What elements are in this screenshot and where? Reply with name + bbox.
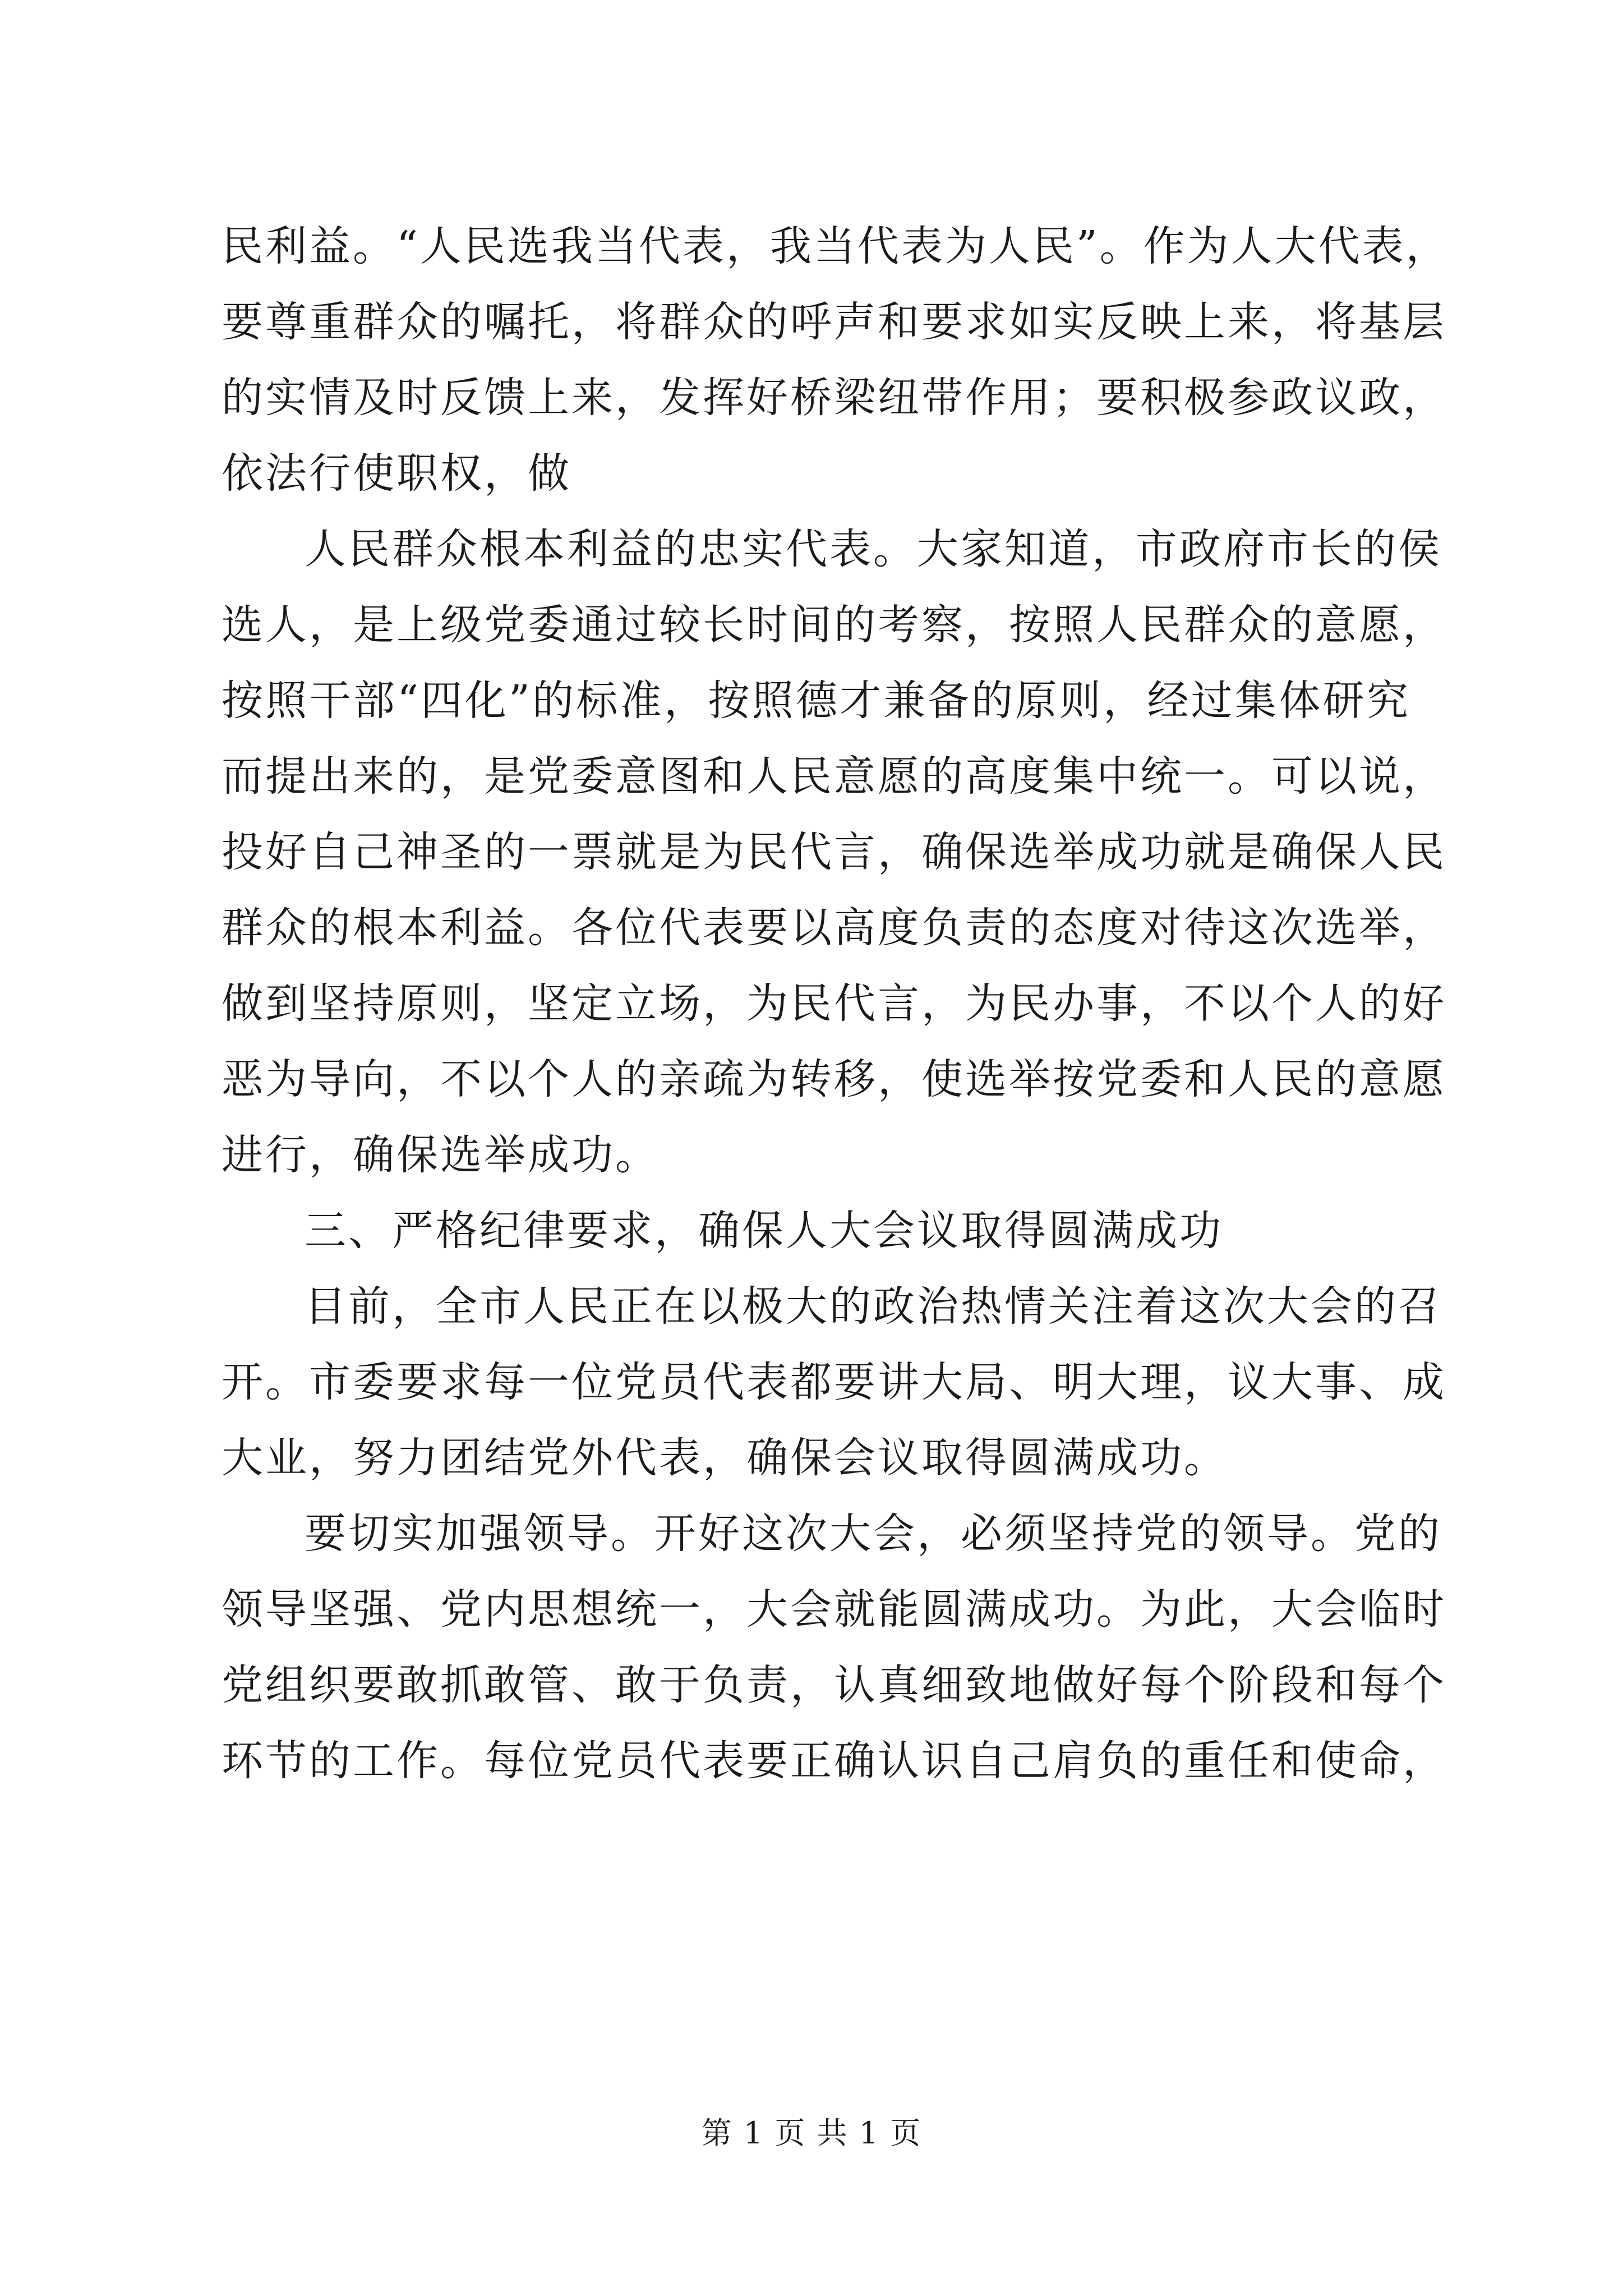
text-line: 要尊重群众的嘱托，将群众的呼声和要求如实反映上来，将基层: [222, 298, 1446, 346]
section-heading: [222, 1193, 1410, 1269]
text-line: 要切实加强领导。开好这次大会，必须坚持党的领导。党的: [305, 1510, 1442, 1558]
page-footer: [0, 2114, 1623, 2153]
text-line: 的实情及时反馈上来，发挥好桥梁纽带作用；要积极参政议政，: [222, 374, 1446, 422]
text-line: 领导坚强、党内思想统一，大会就能圆满成功。为此，大会临时: [222, 1585, 1446, 1634]
text-line: 党组织要敢抓敢管、敢于负责，认真细致地做好每个阶段和每个: [222, 1661, 1446, 1709]
text-line: 投好自己神圣的一票就是为民代言，确保选举成功就是确保人民: [222, 828, 1446, 876]
text-line: 大业，努力团结党外代表，确保会议取得圆满成功。: [222, 1434, 1228, 1482]
text-line: 选人，是上级党委通过较长时间的考察，按照人民群众的意愿，: [222, 601, 1446, 649]
text-line: 民利益。“人民选我当代表，我当代表为人民”。作为人大代表，: [222, 222, 1450, 270]
text-line: 做到坚持原则，坚定立场，为民代言，为民办事，不以个人的好: [222, 979, 1446, 1028]
text-line: 环节的工作。每位党员代表要正确认识自己肩负的重任和使命，: [222, 1737, 1446, 1785]
paragraph-5: [222, 1496, 1446, 1799]
text-line: 目前，全市人民正在以极大的政治热情关注着这次大会的召: [305, 1282, 1442, 1331]
text-line: 依法行使职权，做: [222, 449, 571, 498]
text-line: 按照干部“四化”的标准，按照德才兼备的原则，经过集体研究: [222, 677, 1410, 725]
paragraph-1: [222, 209, 1450, 512]
text-line: 群众的根本利益。各位代表要以高度负责的态度对待这次选举，: [222, 904, 1446, 952]
text-line: 开。市委要求每一位党员代表都要讲大局、明大理，议大事、成: [222, 1358, 1446, 1406]
document-body: [222, 209, 1450, 1799]
section-heading-text: 三、严格纪律要求，确保人大会议取得圆满成功: [305, 1207, 1223, 1255]
paragraph-2: [222, 512, 1446, 1193]
text-line: 恶为导向，不以个人的亲疏为转移，使选举按党委和人民的意愿: [222, 1055, 1446, 1103]
paragraph-4: [222, 1269, 1446, 1496]
text-line: 人民群众根本利益的忠实代表。大家知道，市政府市长的侯: [305, 525, 1442, 573]
page-number-label: 第 1 页 共 1 页: [701, 2115, 922, 2151]
text-line: 而提出来的，是党委意图和人民意愿的高度集中统一。可以说，: [222, 752, 1446, 800]
text-line: 进行，确保选举成功。: [222, 1131, 659, 1179]
